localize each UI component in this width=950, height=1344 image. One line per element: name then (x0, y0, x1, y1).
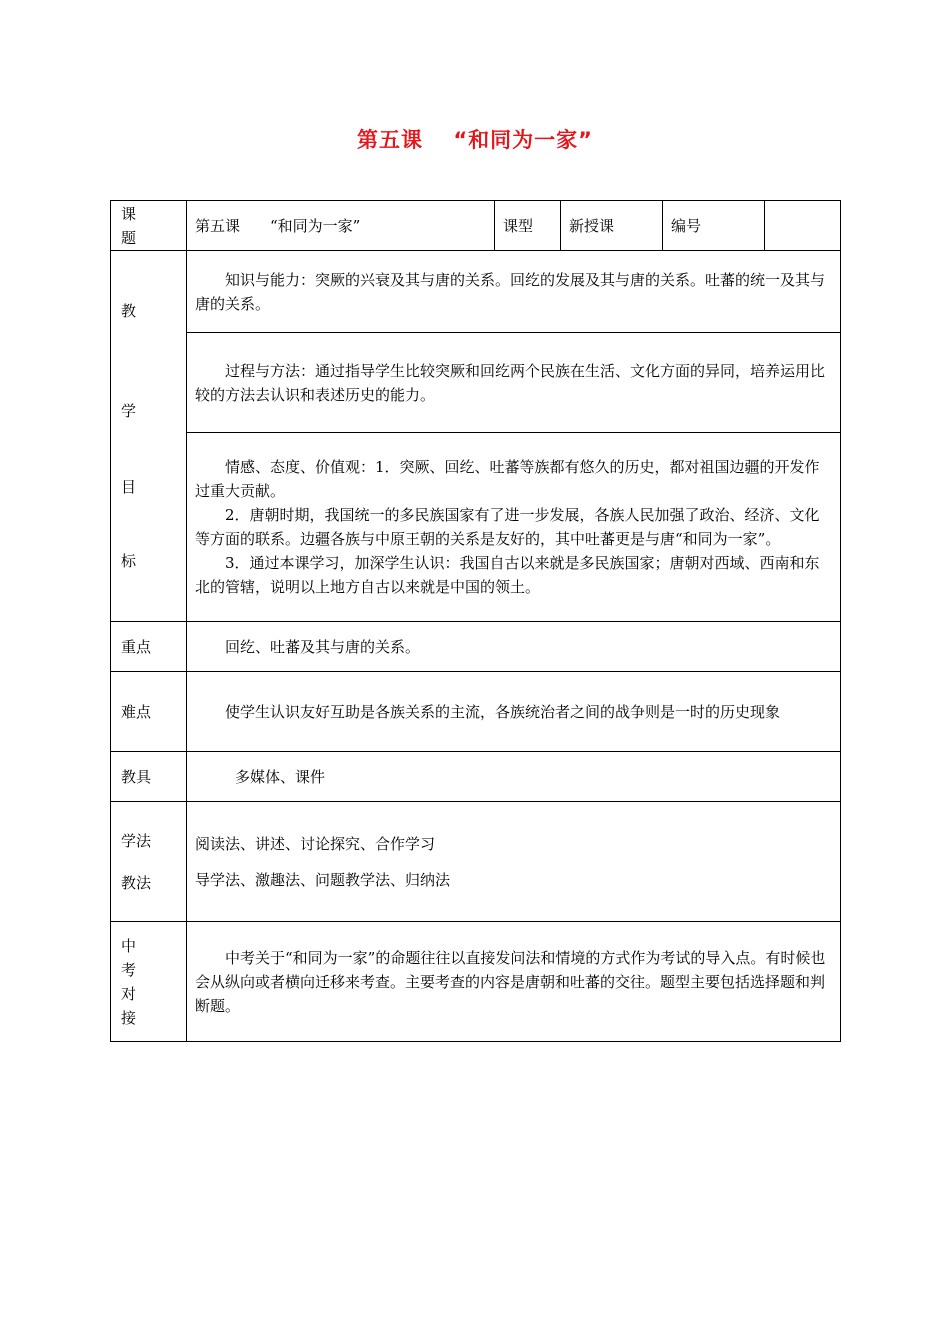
tools-cell (187, 752, 841, 802)
objectives-label-char-1: 教 (121, 302, 137, 320)
page-title (0, 124, 950, 154)
header-row (111, 201, 841, 251)
exam-label-char-1: 中 (121, 936, 137, 955)
methods-label-cell (111, 802, 187, 922)
exam-text: 中考关于“和同为一家”的命题往往以直接发问法和情境的方式作为考试的导入点。有时候也会从纵向或者横向迁移来考查。主要考查的内容是唐朝和吐蕃的交往。题型主要包括选择题和判断题。 (195, 948, 826, 1015)
objectives-label-char-3: 目 (121, 478, 137, 496)
difficulty-label: 难点 (111, 672, 187, 752)
lesson-number-value (765, 201, 841, 251)
methods-row (111, 802, 841, 922)
topic-label-line2: 题 (121, 228, 137, 247)
key-point-cell (187, 622, 841, 672)
objective-knowledge-cell (187, 251, 841, 333)
objectives-label-char-4: 标 (121, 552, 137, 570)
methods-cell (187, 802, 841, 922)
objective-emotion-text-3: 3．通过本课学习，加深学生认识：我国自古以来就是多民族国家；唐朝对西域、西南和东北的管辖，说明以上地方自古以来就是中国的领土。 (195, 554, 820, 597)
objective-emotion-row (111, 433, 841, 622)
exam-label-cell (111, 922, 187, 1042)
topic-label-cell (111, 201, 187, 251)
objective-process-row (111, 333, 841, 433)
difficulty-row (111, 672, 841, 752)
exam-cell (187, 922, 841, 1042)
objective-knowledge-row (111, 251, 841, 333)
lesson-plan-table (110, 200, 841, 1042)
methods-label-teach: 教法 (121, 873, 152, 892)
difficulty-text: 使学生认识友好互助是各族关系的主流，各族统治者之间的战争则是一时的历史现象 (225, 702, 781, 721)
key-point-text: 回纥、吐蕃及其与唐的关系。 (225, 637, 421, 656)
objectives-label-cell (111, 251, 187, 622)
lesson-type-value: 新授课 (561, 201, 663, 251)
exam-label-char-2: 考 (121, 960, 137, 979)
exam-label-char-3: 对 (121, 984, 137, 1003)
tools-label: 教具 (111, 752, 187, 802)
exam-label-char-4: 接 (121, 1008, 137, 1027)
methods-teach-text: 导学法、激趣法、问题教学法、归纳法 (195, 870, 451, 889)
objective-process-cell (187, 333, 841, 433)
key-point-label: 重点 (111, 622, 187, 672)
lesson-number-label: 编号 (663, 201, 765, 251)
tools-text: 多媒体、课件 (235, 767, 326, 786)
objective-process-text: 过程与方法：通过指导学生比较突厥和回纥两个民族在生活、文化方面的异同，培养运用比较的方法去认识和表述历史的能力。 (195, 361, 826, 404)
lesson-title-cell: 第五课 “和同为一家” (187, 201, 495, 251)
tools-row (111, 752, 841, 802)
exam-row (111, 922, 841, 1042)
page-title-text: 第五课 “和同为一家” (357, 128, 593, 152)
objective-emotion-text-1: 情感、态度、价值观：1．突厥、回纥、吐蕃等族都有悠久的历史，都对祖国边疆的开发作过重大贡献。 (195, 458, 820, 501)
topic-label-line1: 课 (121, 204, 137, 223)
objective-emotion-text-2: 2．唐朝时期，我国统一的多民族国家有了进一步发展，各族人民加强了政治、经济、文化等方面的联系。边疆各族与中原王朝的关系是友好的，其中吐蕃更是与唐“和同为一家”。 (195, 506, 820, 549)
difficulty-cell (187, 672, 841, 752)
methods-label-study: 学法 (121, 831, 152, 850)
lesson-type-label: 课型 (495, 201, 561, 251)
objective-emotion-cell (187, 433, 841, 622)
objective-knowledge-text: 知识与能力：突厥的兴衰及其与唐的关系。回纥的发展及其与唐的关系。吐蕃的统一及其与唐的关系。 (195, 270, 826, 313)
key-point-row (111, 622, 841, 672)
objectives-label-char-2: 学 (121, 402, 137, 420)
methods-study-text: 阅读法、讲述、讨论探究、合作学习 (195, 834, 436, 853)
